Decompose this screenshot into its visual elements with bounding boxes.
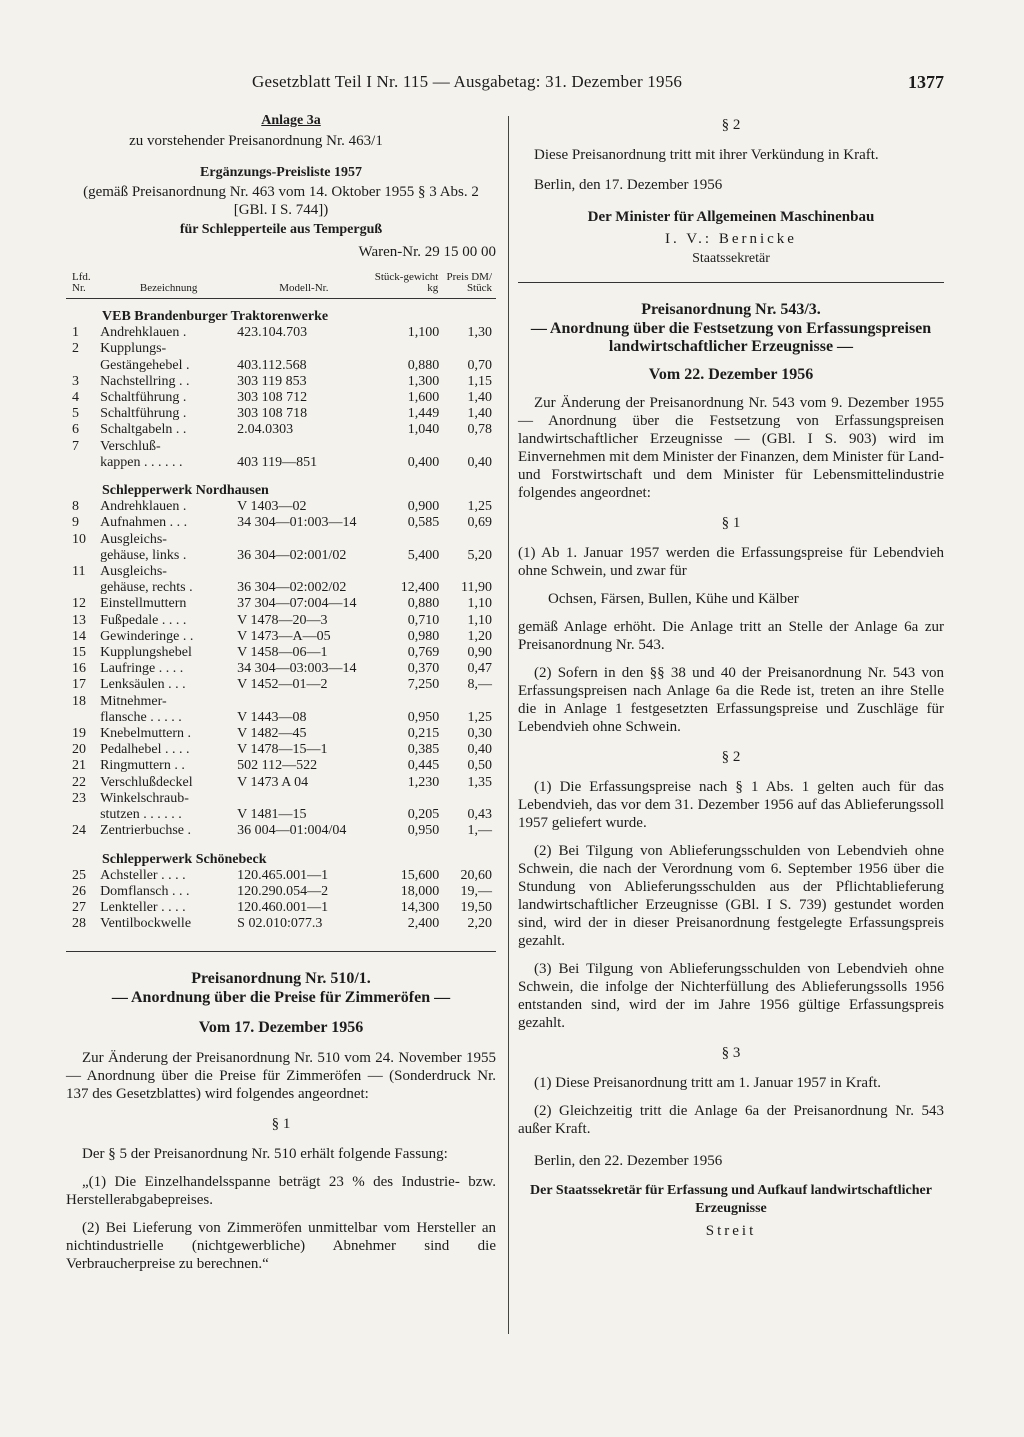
row-modell [237,791,370,807]
row-preis: 1,10 [467,596,492,612]
po543-s2-para-2: (2) Bei Tilgung von Ablieferungsschulden von Lebendvieh ohne Schwein, die nach der Verordnung vom 6. September 1956 über die Stundung von Ablieferungsschulden aus der Pflichtablieferung landwirtschaftlicher Erzeugnisse (GBl. I S. 739) gestundet worden sind, wird der in dieser Preisanordnung festgelegte Erfassungspreis gezahlt. [518,843,944,949]
row-preis: 8,— [467,677,492,693]
row-bezeichnung: Laufringe . . . . [100,661,184,677]
row-gewicht: 1,300 [407,373,440,389]
row-bezeichnung: Andrehklauen . [100,499,187,515]
row-modell: 303 108 718 [237,406,308,422]
price-list-title: Ergänzungs-Preisliste 1957 [200,165,362,180]
row-modell: 120.465.001—1 [237,867,329,883]
price-list-subject: für Schlepperteile aus Temperguß [179,222,383,237]
row-nr: 23 [72,790,86,806]
table-row [66,515,496,531]
signature-role: Staatssekretär [692,251,770,266]
row-bezeichnung: Kupplungs- [100,341,167,357]
row-bezeichnung: Ausgleichs- [100,531,167,547]
row-gewicht: 0,585 [407,515,440,531]
waren-nr: Waren-Nr. 29 15 00 00 [358,244,496,260]
po510-intro: Zur Änderung der Preisanordnung Nr. 510 vom 24. November 1955 — Anordnung über die Preise für Zimmeröfen — (Sonderdruck Nr. 137 des Gesetzblattes) wird folgendes angeordnet: [66,1049,496,1102]
row-modell: 120.290.054—2 [237,883,329,899]
row-bezeichnung: Verschluß- [100,438,161,454]
row-bezeichnung: Gewinderinge . . [100,628,194,644]
row-gewicht: 0,880 [407,357,440,373]
row-modell: 34 304—01:003—14 [237,515,357,531]
row-bezeichnung: Kupplungshebel [100,645,192,661]
row-preis: 1,— [467,823,492,839]
row-bezeichnung: Ringmuttern . . [100,758,185,774]
row-gewicht: 12,400 [400,580,440,596]
row-nr: 21 [72,758,86,774]
po543-s1-para-1b: gemäß Anlage erhöht. Die Anlage tritt an Stelle der Anlage 6a zur Preisanordnung Nr. 543. [518,619,944,653]
row-nr: 25 [72,867,86,883]
row-modell: V 1452—01—2 [237,677,328,693]
row-bezeichnung: Andrehklauen . [100,325,187,341]
row-bezeichnung: flansche . . . . . [100,709,182,725]
price-group-header [66,840,496,868]
row-preis: 11,90 [461,580,492,596]
row-gewicht: 1,230 [407,774,440,790]
row-modell: V 1473 A 04 [237,774,309,790]
row-nr: 1 [72,325,79,341]
row-nr: 10 [72,531,86,547]
row-modell: V 1482—45 [237,726,307,742]
po510-para-3: (2) Bei Lieferung von Zimmeröfen unmittelbar vom Hersteller an nichtindustrielle (nichtgewerbliche) Abnehmer sind die Verbraucherpreise zu berechnen.“ [66,1219,496,1272]
row-gewicht: 0,900 [407,499,440,515]
row-gewicht: 2,400 [407,916,440,932]
row-bezeichnung: Verschlußdeckel [100,774,193,790]
po543-section-1: § 1 [721,515,741,531]
po543-s3-para-2: (2) Gleichzeitig tritt die Anlage 6a der Preisanordnung Nr. 543 außer Kraft. [518,1103,944,1137]
po543-section-2: § 2 [721,749,741,765]
table-row [66,823,496,839]
row-bezeichnung: Gestängehebel . [100,357,190,373]
place-date-2: Berlin, den 22. Dezember 1956 [534,1153,723,1169]
table-row [66,916,496,932]
row-modell: 34 304—03:003—14 [237,661,357,677]
section-rule-right [518,282,944,283]
table-row [66,791,496,807]
price-group-header [66,299,496,326]
row-modell: 36 304—02:001/02 [237,547,347,563]
row-nr: 18 [72,693,86,709]
price-group-name: VEB Brandenburger Traktorenwerke [102,309,329,324]
row-gewicht: 1,449 [407,406,440,422]
row-bezeichnung: Aufnahmen . . . [100,515,188,531]
po543-s1-para-2: (2) Sofern in den §§ 38 und 40 der Preisanordnung Nr. 543 von Erfassungspreisen nach Anlage 6a die Rede ist, treten an ihre Stelle die in Anlage 1 festgesetzten Erfassungspreise und Zuschläge für Lebendvieh ohne Schwein. [518,665,944,735]
row-gewicht: 0,950 [407,709,440,725]
row-preis: 1,25 [467,709,492,725]
section-2-heading: § 2 [721,117,741,133]
row-preis [439,791,496,807]
row-bezeichnung: Achsteller . . . . [100,867,186,883]
po543-s3-para-1: (1) Diese Preisanordnung tritt am 1. Januar 1957 in Kraft. [534,1075,881,1091]
row-modell [237,694,370,710]
row-bezeichnung: kappen . . . . . . [100,454,183,470]
row-bezeichnung: Nachstellring . . [100,373,190,389]
table-row [66,677,496,693]
row-preis: 1,30 [467,325,492,341]
row-modell: V 1478—15—1 [237,742,328,758]
row-preis: 5,20 [467,547,492,563]
row-nr: 16 [72,661,86,677]
row-gewicht [371,341,440,357]
row-gewicht: 15,600 [400,867,440,883]
table-row [66,884,496,900]
row-nr: 28 [72,916,86,932]
row-preis: 1,20 [467,628,492,644]
table-row [66,900,496,916]
row-modell: 303 108 712 [237,390,308,406]
table-row [66,422,496,438]
table-row [66,742,496,758]
minister-title: Der Minister für Allgemeinen Maschinenbau [587,209,875,225]
po543-section-3: § 3 [721,1045,741,1061]
row-preis: 1,25 [467,499,492,515]
table-row [66,499,496,515]
row-bezeichnung: Domflansch . . . [100,883,190,899]
row-modell: V 1473—A—05 [237,628,331,644]
row-modell: 2.04.0303 [237,422,294,438]
po543-date: Vom 22. Dezember 1956 [648,366,814,383]
po510-para-2: „(1) Die Einzelhandelsspanne beträgt 23 % des Industrie- bzw. Herstellerabgabepreises. [66,1173,496,1208]
row-preis: 1,10 [467,612,492,628]
row-bezeichnung: Winkelschraub- [100,790,189,806]
row-gewicht: 0,710 [407,612,440,628]
row-preis [439,532,496,548]
table-row [66,758,496,774]
row-nr [66,455,100,471]
table-row [66,726,496,742]
row-preis [439,694,496,710]
row-bezeichnung: Schaltführung . [100,390,187,406]
row-modell: 37 304—07:004—14 [237,596,357,612]
table-row [66,613,496,629]
po543-animals: Ochsen, Färsen, Bullen, Kühe und Kälber [548,591,799,607]
row-gewicht [371,532,440,548]
price-table-header [66,271,496,299]
row-bezeichnung: Fußpedale . . . . [100,612,187,628]
row-nr: 17 [72,677,86,693]
po543-subtitle: — Anordnung über die Festsetzung von Erfassungspreisen landwirtschaftlicher Erzeugnisse — [530,320,932,355]
col-header-bezeichnung: Bezeichnung [100,271,237,299]
page-header [70,72,944,96]
row-nr: 24 [72,823,86,839]
row-nr [66,358,100,374]
row-nr: 15 [72,645,86,661]
row-preis: 0,40 [467,454,492,470]
row-bezeichnung: Zentrierbuchse . [100,823,192,839]
row-nr: 2 [72,341,79,357]
row-gewicht: 0,205 [407,807,440,823]
row-gewicht: 0,400 [407,454,440,470]
row-bezeichnung: Mitnehmer- [100,693,167,709]
row-bezeichnung: Lenksäulen . . . [100,677,186,693]
row-preis: 0,47 [467,661,492,677]
table-row [66,596,496,612]
row-gewicht: 0,980 [407,628,440,644]
table-row [66,775,496,791]
row-bezeichnung: Ausgleichs- [100,564,167,580]
row-modell: 423.104.703 [237,325,308,341]
row-modell: 120.460.001—1 [237,900,329,916]
row-bezeichnung: Ventilbockwelle [100,916,192,932]
row-gewicht: 14,300 [400,900,440,916]
anlage-subtitle: zu vorstehender Preisanordnung Nr. 463/1 [129,133,383,149]
row-preis: 0,78 [467,422,492,438]
row-gewicht: 0,370 [407,661,440,677]
row-gewicht: 18,000 [400,883,440,899]
po543-s1-para-1: (1) Ab 1. Januar 1957 werden die Erfassungspreise für Lebendvieh ohne Schwein, und zwar für [518,545,944,579]
row-nr: 19 [72,726,86,742]
row-modell: S 02.010:077.3 [237,916,323,932]
price-group-header [66,471,496,499]
row-nr: 8 [72,499,79,515]
row-bezeichnung: Einstellmuttern [100,596,187,612]
row-bezeichnung: Lenkteller . . . . [100,900,186,916]
left-column [66,112,496,1273]
page-number: 1377 [908,72,944,92]
row-bezeichnung: Schaltführung . [100,406,187,422]
table-row [66,564,496,580]
table-row [66,645,496,661]
row-nr: 5 [72,406,79,422]
row-gewicht: 0,769 [407,645,440,661]
row-gewicht [371,791,440,807]
row-nr [66,807,100,823]
row-preis: 0,90 [467,645,492,661]
row-gewicht: 7,250 [407,677,440,693]
row-preis [439,439,496,455]
row-gewicht: 1,040 [407,422,440,438]
table-row [66,341,496,357]
row-nr: 13 [72,612,86,628]
row-modell: V 1403—02 [237,499,307,515]
row-modell: 502 112—522 [237,758,318,774]
row-preis: 2,20 [467,916,492,932]
row-nr [66,548,100,564]
price-list-basis: (gemäß Preisanordnung Nr. 463 vom 14. Oktober 1955 § 3 Abs. 2 [GBl. I S. 744]) [83,184,479,218]
row-gewicht: 0,445 [407,758,440,774]
table-row [66,868,496,884]
row-modell: V 1478—20—3 [237,612,328,628]
table-row [66,455,496,471]
row-nr: 12 [72,596,86,612]
po543-s2-para-3: (3) Bei Tilgung von Ablieferungsschulden von Lebendvieh ohne Schwein, die infolge der Nichterfüllung des Ablieferungssolls 1956 entstanden sind, wird der im Jahre 1956 gültige Erfassungspreis gezahlt. [518,961,944,1031]
row-gewicht [371,694,440,710]
col-header-gewicht: Stück-gewicht kg [371,271,440,299]
row-gewicht: 0,215 [407,726,440,742]
row-modell: V 1458—06—1 [237,645,328,661]
price-group-name: Schlepperwerk Schönebeck [102,851,267,867]
row-preis: 19,— [460,883,492,899]
table-row [66,358,496,374]
col-header-nr: Lfd. Nr. [66,271,100,299]
row-gewicht: 1,100 [407,325,440,341]
row-bezeichnung: stutzen . . . . . . [100,807,182,823]
row-modell: V 1443—08 [237,709,307,725]
table-row [66,710,496,726]
row-nr: 11 [72,564,86,580]
row-nr: 26 [72,883,86,899]
row-bezeichnung: gehäuse, rechts . [100,580,193,596]
row-preis: 20,60 [460,867,492,883]
row-gewicht: 1,600 [407,390,440,406]
row-modell: 403.112.568 [237,357,307,373]
price-group-name: Schlepperwerk Nordhausen [102,483,269,499]
row-nr: 9 [72,515,79,531]
row-nr: 27 [72,900,86,916]
table-row [66,807,496,823]
row-nr: 22 [72,774,86,790]
section-rule [66,951,496,952]
anlage-title: Anlage 3a [261,113,321,128]
row-gewicht [371,564,440,580]
row-preis: 0,70 [467,357,492,373]
row-preis: 0,69 [467,515,492,531]
row-preis: 1,35 [467,774,492,790]
price-table [66,271,496,933]
row-modell [237,439,370,455]
po510-subtitle: — Anordnung über die Preise für Zimmeröfen — [111,988,451,1006]
table-row [66,374,496,390]
row-gewicht: 0,385 [407,742,440,758]
table-row [66,406,496,422]
row-gewicht: 0,880 [407,596,440,612]
row-preis: 1,15 [467,373,492,389]
row-bezeichnung: Knebelmuttern . [100,726,192,742]
row-preis: 0,40 [467,742,492,758]
po543-s2-para-1: (1) Die Erfassungspreise nach § 1 Abs. 1 gelten auch für das Lebendvieh, das vor dem 31. Dezember 1956 auf das Ablieferungssoll 1957 geliefert wurde. [518,779,944,831]
row-preis: 1,40 [467,406,492,422]
col-header-preis: Preis DM/ Stück [439,271,496,299]
table-row [66,325,496,341]
row-nr: 20 [72,742,86,758]
row-nr: 7 [72,438,79,454]
row-nr: 4 [72,390,79,406]
row-gewicht: 5,400 [407,547,440,563]
row-preis: 0,30 [467,726,492,742]
table-row [66,532,496,548]
row-modell: 36 004—01:004/04 [237,823,347,839]
signer-name: Streit [705,1223,757,1239]
row-gewicht [371,439,440,455]
po510-para-1: Der § 5 der Preisanordnung Nr. 510 erhält folgende Fassung: [82,1145,448,1162]
row-modell: V 1481—15 [237,807,307,823]
row-preis: 0,50 [467,758,492,774]
row-modell: 403 119—851 [237,454,318,470]
po543-intro: Zur Änderung der Preisanordnung Nr. 543 vom 9. Dezember 1955 — Anordnung über die Festsetzung von Erfassungspreisen landwirtschaftlicher Erzeugnisse — (GBl. I S. 903) wird im Einvernehmen mit dem Minister der Finanzen, dem Minister für Land- und Forstwirtschaft und dem Minister für Lebensmittelindustrie folgendes angeordnet: [518,395,944,501]
row-modell: 303 119 853 [237,373,307,389]
row-preis: 1,40 [467,390,492,406]
row-modell: 36 304—02:002/02 [237,580,347,596]
row-nr: 3 [72,373,79,389]
row-bezeichnung: Schaltgabeln . . [100,422,187,438]
row-bezeichnung: Pedalhebel . . . . [100,742,190,758]
price-table-body [66,299,496,933]
table-row [66,439,496,455]
signer-title: Der Staatssekretär für Erfassung und Aufkauf landwirtschaftlicher Erzeugnisse [530,1183,932,1216]
signature-iv: I. V.: Bernicke [665,231,797,247]
row-bezeichnung: gehäuse, links . [100,547,187,563]
row-gewicht: 0,950 [407,823,440,839]
place-date-1: Berlin, den 17. Dezember 1956 [534,177,723,193]
row-modell [237,532,370,548]
row-preis: 0,43 [467,807,492,823]
po543-title: Preisanordnung Nr. 543/3. [641,301,821,318]
table-row [66,390,496,406]
row-nr [66,710,100,726]
po510-date: Vom 17. Dezember 1956 [198,1018,364,1036]
row-preis [439,341,496,357]
header-title: Gesetzblatt Teil I Nr. 115 — Ausgabetag: 31. Dezember 1956 [252,72,683,91]
inkraft-paragraph: Diese Preisanordnung tritt mit ihrer Verkündung in Kraft. [534,147,879,163]
table-row [66,580,496,596]
po510-section-1: § 1 [271,1115,291,1132]
table-row [66,548,496,564]
col-header-modell: Modell-Nr. [237,271,370,299]
po510-title: Preisanordnung Nr. 510/1. [191,969,371,987]
row-modell [237,341,370,357]
row-preis: 19,50 [460,900,492,916]
row-nr: 6 [72,422,79,438]
column-divider [508,116,509,1334]
row-preis [439,564,496,580]
table-row [66,629,496,645]
row-modell [237,564,370,580]
row-nr: 14 [72,628,86,644]
table-row [66,694,496,710]
table-row [66,661,496,677]
right-column [518,112,944,1240]
row-nr [66,580,100,596]
